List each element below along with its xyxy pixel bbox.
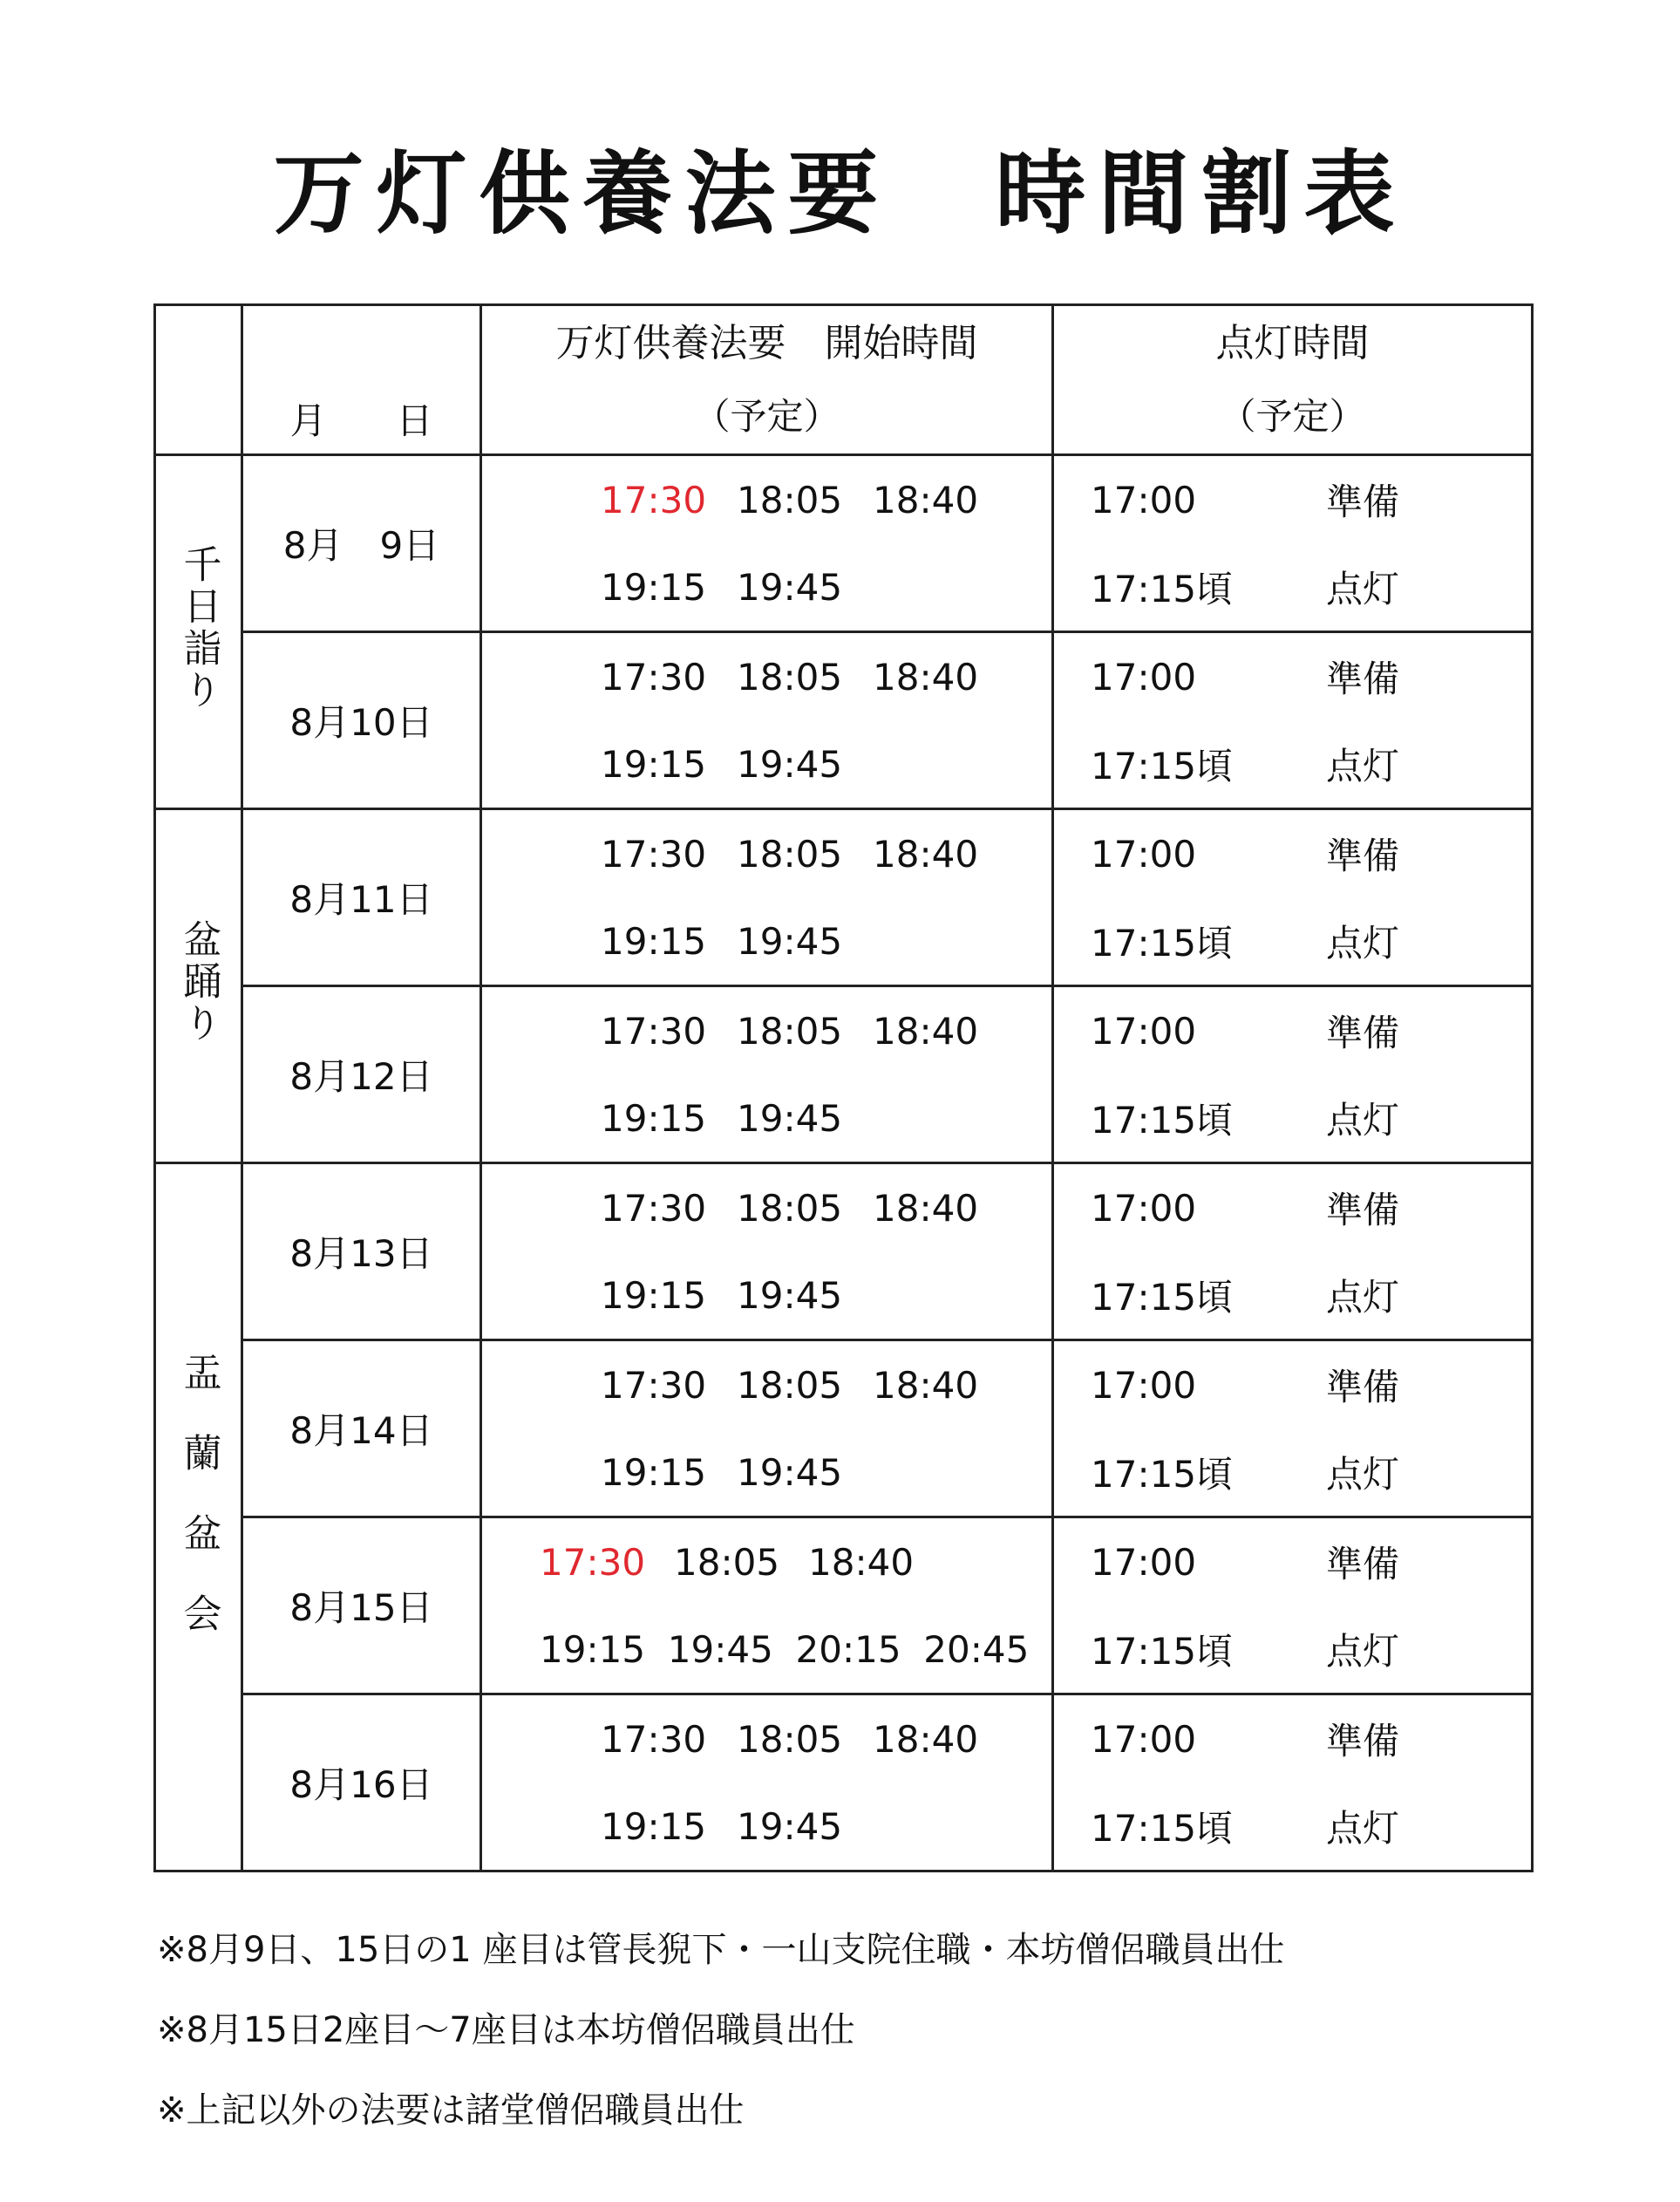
times-cell: [481, 986, 1053, 1163]
start-time: 18:40: [808, 1540, 915, 1584]
light-cell: [1053, 986, 1533, 1163]
start-time: 17:30: [601, 1009, 707, 1053]
header-times-cell: [481, 305, 1053, 455]
date-cell: 8月10日: [242, 632, 481, 809]
table-row: [155, 1517, 1533, 1694]
header-row: [155, 305, 1533, 455]
light-time: 17:15頃: [1091, 922, 1234, 965]
light-label: 点灯: [1326, 568, 1400, 610]
table-row: [155, 632, 1533, 809]
start-time: 18:40: [873, 1009, 979, 1053]
prep-time: 17:00: [1091, 478, 1197, 522]
prep-label: 準備: [1326, 1720, 1400, 1762]
header-times-title: 万灯供養法要 開始時間: [555, 320, 978, 365]
period-cell: [155, 1163, 242, 1871]
light-time: 17:15頃: [1091, 745, 1234, 787]
start-time: 17:30: [540, 1540, 646, 1584]
light-label: 点灯: [1326, 1453, 1400, 1496]
prep-time: 17:00: [1091, 832, 1197, 876]
table-row: [155, 455, 1533, 632]
table-row: [155, 1694, 1533, 1871]
light-time: 17:15頃: [1091, 1453, 1234, 1496]
prep-label: 準備: [1326, 1366, 1400, 1408]
header-day-label: 日: [396, 399, 433, 442]
start-time: 19:15: [601, 1273, 707, 1317]
light-cell: [1053, 632, 1533, 809]
start-time: 17:30: [601, 1186, 707, 1230]
prep-label: 準備: [1326, 1012, 1400, 1054]
prep-time: 17:00: [1091, 1717, 1197, 1761]
times-cell: [481, 632, 1053, 809]
prep-time: 17:00: [1091, 1009, 1197, 1053]
times-cell: [481, 809, 1053, 986]
date-cell: 8月12日: [242, 986, 481, 1163]
times-cell: [481, 1340, 1053, 1517]
light-cell: [1053, 1517, 1533, 1694]
header-date-cell: [242, 305, 481, 455]
start-time: 18:05: [737, 478, 843, 522]
light-label: 点灯: [1326, 1807, 1400, 1850]
period-label: 盆踊り: [176, 918, 221, 1045]
header-times-note: （予定）: [693, 394, 840, 438]
light-label: 点灯: [1326, 1630, 1400, 1673]
start-time: 19:15: [601, 565, 707, 609]
start-time: 18:05: [737, 655, 843, 699]
date-cell: 8月 9日: [242, 455, 481, 632]
start-time: 19:15: [540, 1627, 646, 1671]
start-time: 18:05: [674, 1540, 780, 1584]
table-row: [155, 1340, 1533, 1517]
start-time: 18:40: [873, 1717, 979, 1761]
prep-label: 準備: [1326, 835, 1400, 877]
start-time: 17:30: [601, 478, 707, 522]
header-month-label: 月: [289, 399, 327, 442]
prep-label: 準備: [1326, 481, 1400, 523]
start-time: 18:40: [873, 478, 979, 522]
start-time: 19:15: [601, 919, 707, 963]
light-time: 17:15頃: [1091, 1276, 1234, 1319]
prep-time: 17:00: [1091, 1186, 1197, 1230]
start-time: 19:15: [601, 1450, 707, 1494]
prep-label: 準備: [1326, 1543, 1400, 1585]
start-time: 18:05: [737, 1009, 843, 1053]
period-cell: [155, 455, 242, 809]
start-time: 20:45: [923, 1627, 1030, 1671]
light-cell: [1053, 1163, 1533, 1340]
start-time: 19:45: [667, 1627, 773, 1671]
light-cell: [1053, 1340, 1533, 1517]
light-time: 17:15頃: [1091, 1630, 1234, 1673]
start-time: 17:30: [601, 655, 707, 699]
table-row: [155, 986, 1533, 1163]
light-time: 17:15頃: [1091, 1099, 1234, 1142]
date-cell: 8月16日: [242, 1694, 481, 1871]
start-time: 20:15: [795, 1627, 901, 1671]
period-cell: [155, 809, 242, 1163]
start-time: 19:45: [737, 1450, 843, 1494]
times-cell: [481, 1694, 1053, 1871]
header-light-title: 点灯時間: [1215, 320, 1370, 365]
light-cell: [1053, 809, 1533, 986]
date-cell: 8月13日: [242, 1163, 481, 1340]
notes-section: [157, 1910, 1284, 2151]
light-cell: [1053, 455, 1533, 632]
start-time: 18:05: [737, 832, 843, 876]
header-light-cell: [1053, 305, 1533, 455]
start-time: 17:30: [601, 1717, 707, 1761]
start-time: 19:45: [737, 1804, 843, 1848]
table-row: [155, 1163, 1533, 1340]
page-title: [0, 140, 1680, 247]
start-time: 19:45: [737, 1273, 843, 1317]
title-part-1: 万灯供養法要: [273, 140, 891, 247]
note-1: ※8月9日、15日の1 座目は管長猊下・一山支院住職・本坊僧侶職員出仕: [157, 1930, 1285, 1970]
header-period-cell: [155, 305, 242, 455]
date-cell: 8月15日: [242, 1517, 481, 1694]
schedule-table: [153, 303, 1534, 1872]
note-3: ※上記以外の法要は諸堂僧侶職員出仕: [157, 2090, 745, 2130]
start-time: 19:15: [601, 1096, 707, 1140]
period-label: 盂蘭盆会: [176, 1352, 221, 1674]
start-time: 18:40: [873, 1363, 979, 1407]
light-time: 17:15頃: [1091, 568, 1234, 610]
prep-time: 17:00: [1091, 1363, 1197, 1407]
prep-label: 準備: [1326, 1189, 1400, 1231]
light-label: 点灯: [1326, 922, 1400, 965]
start-time: 18:05: [737, 1717, 843, 1761]
table-row: [155, 809, 1533, 986]
date-cell: 8月11日: [242, 809, 481, 986]
start-time: 18:40: [873, 655, 979, 699]
title-part-2: 時間割表: [995, 140, 1407, 247]
prep-label: 準備: [1326, 658, 1400, 700]
date-cell: 8月14日: [242, 1340, 481, 1517]
note-2: ※8月15日2座目～7座目は本坊僧侶職員出仕: [157, 2010, 855, 2050]
start-time: 19:45: [737, 565, 843, 609]
prep-time: 17:00: [1091, 655, 1197, 699]
start-time: 19:45: [737, 1096, 843, 1140]
start-time: 19:15: [601, 1804, 707, 1848]
header-light-note: （予定）: [1219, 394, 1366, 438]
light-label: 点灯: [1326, 745, 1400, 787]
start-time: 18:40: [873, 832, 979, 876]
start-time: 17:30: [601, 1363, 707, 1407]
times-cell: [481, 1163, 1053, 1340]
times-cell: [481, 455, 1053, 632]
light-time: 17:15頃: [1091, 1807, 1234, 1850]
start-time: 19:15: [601, 742, 707, 786]
start-time: 18:05: [737, 1363, 843, 1407]
start-time: 19:45: [737, 742, 843, 786]
prep-time: 17:00: [1091, 1540, 1197, 1584]
times-cell: [481, 1517, 1053, 1694]
start-time: 17:30: [601, 832, 707, 876]
light-label: 点灯: [1326, 1099, 1400, 1142]
period-label: 千日詣り: [176, 543, 221, 712]
start-time: 18:40: [873, 1186, 979, 1230]
light-label: 点灯: [1326, 1276, 1400, 1319]
light-cell: [1053, 1694, 1533, 1871]
start-time: 19:45: [737, 919, 843, 963]
start-time: 18:05: [737, 1186, 843, 1230]
